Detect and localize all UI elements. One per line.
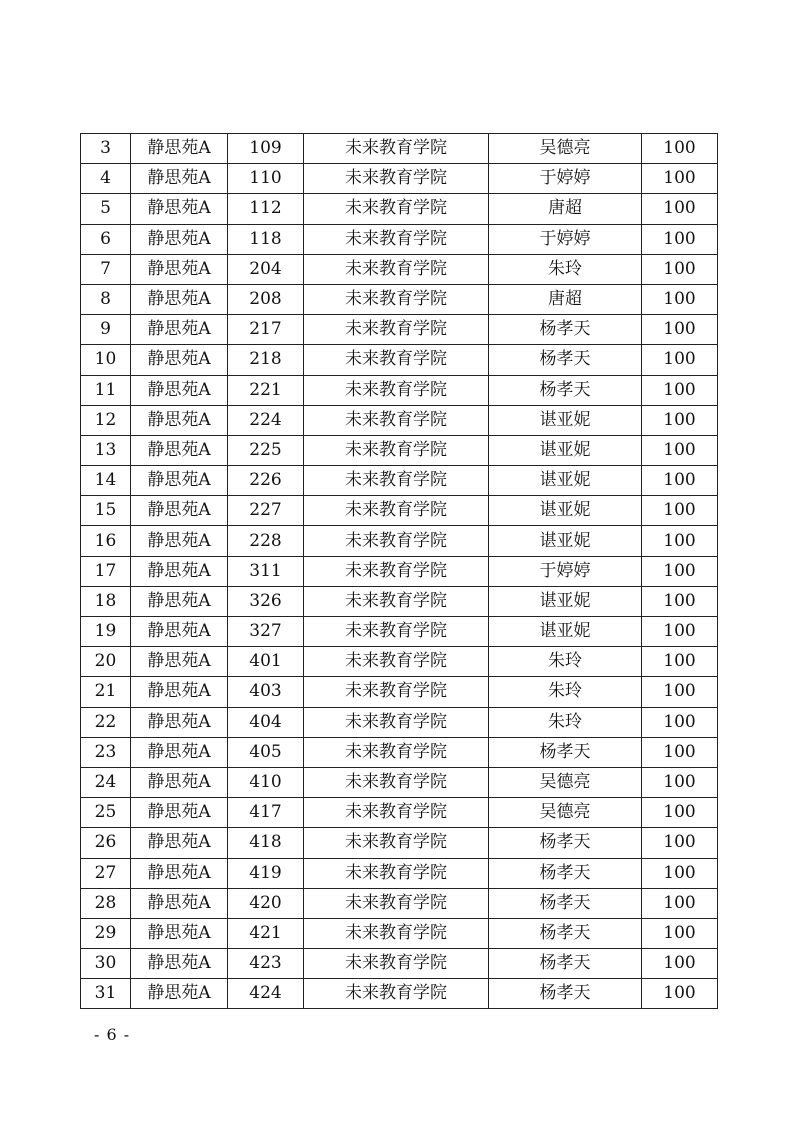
- row-index-cell: 25: [81, 798, 131, 828]
- table-row: [81, 677, 718, 707]
- room-cell: 421: [228, 918, 304, 948]
- room-cell: 417: [228, 798, 304, 828]
- score-cell: 100: [642, 224, 718, 254]
- college-cell: 未来教育学院: [304, 134, 489, 164]
- name-cell: 杨孝天: [489, 375, 642, 405]
- room-cell: 410: [228, 767, 304, 797]
- table-row: [81, 798, 718, 828]
- college-cell: 未来教育学院: [304, 858, 489, 888]
- building-cell: 静思苑A: [131, 134, 228, 164]
- room-cell: 326: [228, 586, 304, 616]
- table-row: [81, 707, 718, 737]
- building-cell: 静思苑A: [131, 949, 228, 979]
- college-cell: 未来教育学院: [304, 949, 489, 979]
- room-cell: 204: [228, 254, 304, 284]
- score-cell: 100: [642, 435, 718, 465]
- college-cell: 未来教育学院: [304, 254, 489, 284]
- building-cell: 静思苑A: [131, 526, 228, 556]
- room-cell: 404: [228, 707, 304, 737]
- building-cell: 静思苑A: [131, 375, 228, 405]
- name-cell: 杨孝天: [489, 315, 642, 345]
- table-row: [81, 949, 718, 979]
- row-index-cell: 21: [81, 677, 131, 707]
- name-cell: 于婷婷: [489, 164, 642, 194]
- building-cell: 静思苑A: [131, 767, 228, 797]
- table-row: [81, 526, 718, 556]
- table-row: [81, 556, 718, 586]
- row-index-cell: 7: [81, 254, 131, 284]
- table-row: [81, 405, 718, 435]
- building-cell: 静思苑A: [131, 737, 228, 767]
- row-index-cell: 12: [81, 405, 131, 435]
- table-row: [81, 858, 718, 888]
- building-cell: 静思苑A: [131, 224, 228, 254]
- building-cell: 静思苑A: [131, 345, 228, 375]
- name-cell: 杨孝天: [489, 949, 642, 979]
- building-cell: 静思苑A: [131, 315, 228, 345]
- college-cell: 未来教育学院: [304, 737, 489, 767]
- name-cell: 杨孝天: [489, 737, 642, 767]
- room-cell: 228: [228, 526, 304, 556]
- room-cell: 311: [228, 556, 304, 586]
- table-row: [81, 466, 718, 496]
- building-cell: 静思苑A: [131, 647, 228, 677]
- building-cell: 静思苑A: [131, 617, 228, 647]
- building-cell: 静思苑A: [131, 586, 228, 616]
- row-index-cell: 31: [81, 979, 131, 1009]
- college-cell: 未来教育学院: [304, 888, 489, 918]
- score-cell: 100: [642, 526, 718, 556]
- score-cell: 100: [642, 284, 718, 314]
- table-row: [81, 617, 718, 647]
- room-cell: 218: [228, 345, 304, 375]
- row-index-cell: 11: [81, 375, 131, 405]
- name-cell: 杨孝天: [489, 918, 642, 948]
- score-cell: 100: [642, 134, 718, 164]
- building-cell: 静思苑A: [131, 979, 228, 1009]
- room-cell: 424: [228, 979, 304, 1009]
- name-cell: 谌亚妮: [489, 405, 642, 435]
- score-cell: 100: [642, 586, 718, 616]
- building-cell: 静思苑A: [131, 918, 228, 948]
- building-cell: 静思苑A: [131, 194, 228, 224]
- room-cell: 405: [228, 737, 304, 767]
- name-cell: 吴德亮: [489, 134, 642, 164]
- room-cell: 423: [228, 949, 304, 979]
- table-row: [81, 918, 718, 948]
- score-cell: 100: [642, 164, 718, 194]
- room-cell: 224: [228, 405, 304, 435]
- college-cell: 未来教育学院: [304, 918, 489, 948]
- room-cell: 401: [228, 647, 304, 677]
- room-cell: 227: [228, 496, 304, 526]
- room-cell: 420: [228, 888, 304, 918]
- table-row: [81, 224, 718, 254]
- table-row: [81, 586, 718, 616]
- row-index-cell: 18: [81, 586, 131, 616]
- name-cell: 唐超: [489, 194, 642, 224]
- building-cell: 静思苑A: [131, 858, 228, 888]
- score-cell: 100: [642, 496, 718, 526]
- table-row: [81, 345, 718, 375]
- table-row: [81, 496, 718, 526]
- page-number: - 6 -: [94, 1025, 131, 1044]
- table-row: [81, 284, 718, 314]
- college-cell: 未来教育学院: [304, 405, 489, 435]
- room-cell: 112: [228, 194, 304, 224]
- name-cell: 于婷婷: [489, 224, 642, 254]
- college-cell: 未来教育学院: [304, 284, 489, 314]
- room-cell: 208: [228, 284, 304, 314]
- name-cell: 谌亚妮: [489, 586, 642, 616]
- score-cell: 100: [642, 466, 718, 496]
- row-index-cell: 30: [81, 949, 131, 979]
- name-cell: 谌亚妮: [489, 435, 642, 465]
- college-cell: 未来教育学院: [304, 617, 489, 647]
- table-row: [81, 194, 718, 224]
- name-cell: 谌亚妮: [489, 496, 642, 526]
- college-cell: 未来教育学院: [304, 647, 489, 677]
- room-cell: 217: [228, 315, 304, 345]
- table-row: [81, 828, 718, 858]
- building-cell: 静思苑A: [131, 677, 228, 707]
- score-cell: 100: [642, 375, 718, 405]
- score-cell: 100: [642, 707, 718, 737]
- building-cell: 静思苑A: [131, 254, 228, 284]
- score-cell: 100: [642, 767, 718, 797]
- row-index-cell: 24: [81, 767, 131, 797]
- room-cell: 118: [228, 224, 304, 254]
- building-cell: 静思苑A: [131, 405, 228, 435]
- room-cell: 225: [228, 435, 304, 465]
- name-cell: 杨孝天: [489, 828, 642, 858]
- room-cell: 418: [228, 828, 304, 858]
- college-cell: 未来教育学院: [304, 345, 489, 375]
- row-index-cell: 19: [81, 617, 131, 647]
- name-cell: 谌亚妮: [489, 526, 642, 556]
- college-cell: 未来教育学院: [304, 164, 489, 194]
- name-cell: 吴德亮: [489, 798, 642, 828]
- score-table: [80, 133, 718, 1009]
- table-row: [81, 737, 718, 767]
- score-cell: 100: [642, 979, 718, 1009]
- building-cell: 静思苑A: [131, 164, 228, 194]
- row-index-cell: 26: [81, 828, 131, 858]
- row-index-cell: 15: [81, 496, 131, 526]
- college-cell: 未来教育学院: [304, 707, 489, 737]
- name-cell: 杨孝天: [489, 979, 642, 1009]
- score-cell: 100: [642, 405, 718, 435]
- room-cell: 419: [228, 858, 304, 888]
- table-row: [81, 375, 718, 405]
- name-cell: 朱玲: [489, 707, 642, 737]
- building-cell: 静思苑A: [131, 466, 228, 496]
- name-cell: 杨孝天: [489, 858, 642, 888]
- row-index-cell: 17: [81, 556, 131, 586]
- table-row: [81, 979, 718, 1009]
- college-cell: 未来教育学院: [304, 556, 489, 586]
- college-cell: 未来教育学院: [304, 828, 489, 858]
- name-cell: 朱玲: [489, 254, 642, 284]
- score-cell: 100: [642, 556, 718, 586]
- room-cell: 403: [228, 677, 304, 707]
- name-cell: 杨孝天: [489, 888, 642, 918]
- score-cell: 100: [642, 858, 718, 888]
- score-cell: 100: [642, 918, 718, 948]
- name-cell: 朱玲: [489, 647, 642, 677]
- building-cell: 静思苑A: [131, 284, 228, 314]
- room-cell: 109: [228, 134, 304, 164]
- table-row: [81, 164, 718, 194]
- building-cell: 静思苑A: [131, 828, 228, 858]
- row-index-cell: 13: [81, 435, 131, 465]
- table-row: [81, 888, 718, 918]
- score-cell: 100: [642, 798, 718, 828]
- name-cell: 杨孝天: [489, 345, 642, 375]
- college-cell: 未来教育学院: [304, 496, 489, 526]
- college-cell: 未来教育学院: [304, 375, 489, 405]
- name-cell: 谌亚妮: [489, 617, 642, 647]
- row-index-cell: 22: [81, 707, 131, 737]
- row-index-cell: 29: [81, 918, 131, 948]
- score-cell: 100: [642, 345, 718, 375]
- college-cell: 未来教育学院: [304, 435, 489, 465]
- row-index-cell: 27: [81, 858, 131, 888]
- college-cell: 未来教育学院: [304, 767, 489, 797]
- name-cell: 吴德亮: [489, 767, 642, 797]
- row-index-cell: 23: [81, 737, 131, 767]
- table-body: [81, 134, 718, 1009]
- score-cell: 100: [642, 194, 718, 224]
- table-row: [81, 134, 718, 164]
- row-index-cell: 14: [81, 466, 131, 496]
- score-cell: 100: [642, 315, 718, 345]
- row-index-cell: 20: [81, 647, 131, 677]
- row-index-cell: 28: [81, 888, 131, 918]
- table-row: [81, 315, 718, 345]
- room-cell: 226: [228, 466, 304, 496]
- building-cell: 静思苑A: [131, 556, 228, 586]
- table-row: [81, 254, 718, 284]
- row-index-cell: 10: [81, 345, 131, 375]
- score-cell: 100: [642, 888, 718, 918]
- college-cell: 未来教育学院: [304, 526, 489, 556]
- score-cell: 100: [642, 949, 718, 979]
- table-row: [81, 767, 718, 797]
- score-cell: 100: [642, 617, 718, 647]
- college-cell: 未来教育学院: [304, 798, 489, 828]
- college-cell: 未来教育学院: [304, 315, 489, 345]
- score-cell: 100: [642, 828, 718, 858]
- building-cell: 静思苑A: [131, 888, 228, 918]
- college-cell: 未来教育学院: [304, 466, 489, 496]
- building-cell: 静思苑A: [131, 707, 228, 737]
- row-index-cell: 16: [81, 526, 131, 556]
- college-cell: 未来教育学院: [304, 586, 489, 616]
- room-cell: 110: [228, 164, 304, 194]
- row-index-cell: 8: [81, 284, 131, 314]
- table-row: [81, 435, 718, 465]
- table-row: [81, 647, 718, 677]
- room-cell: 221: [228, 375, 304, 405]
- name-cell: 唐超: [489, 284, 642, 314]
- row-index-cell: 4: [81, 164, 131, 194]
- row-index-cell: 5: [81, 194, 131, 224]
- building-cell: 静思苑A: [131, 435, 228, 465]
- score-cell: 100: [642, 677, 718, 707]
- row-index-cell: 6: [81, 224, 131, 254]
- name-cell: 谌亚妮: [489, 466, 642, 496]
- name-cell: 于婷婷: [489, 556, 642, 586]
- score-cell: 100: [642, 254, 718, 284]
- row-index-cell: 9: [81, 315, 131, 345]
- college-cell: 未来教育学院: [304, 224, 489, 254]
- score-cell: 100: [642, 647, 718, 677]
- room-cell: 327: [228, 617, 304, 647]
- college-cell: 未来教育学院: [304, 979, 489, 1009]
- row-index-cell: 3: [81, 134, 131, 164]
- name-cell: 朱玲: [489, 677, 642, 707]
- college-cell: 未来教育学院: [304, 194, 489, 224]
- building-cell: 静思苑A: [131, 798, 228, 828]
- college-cell: 未来教育学院: [304, 677, 489, 707]
- building-cell: 静思苑A: [131, 496, 228, 526]
- score-cell: 100: [642, 737, 718, 767]
